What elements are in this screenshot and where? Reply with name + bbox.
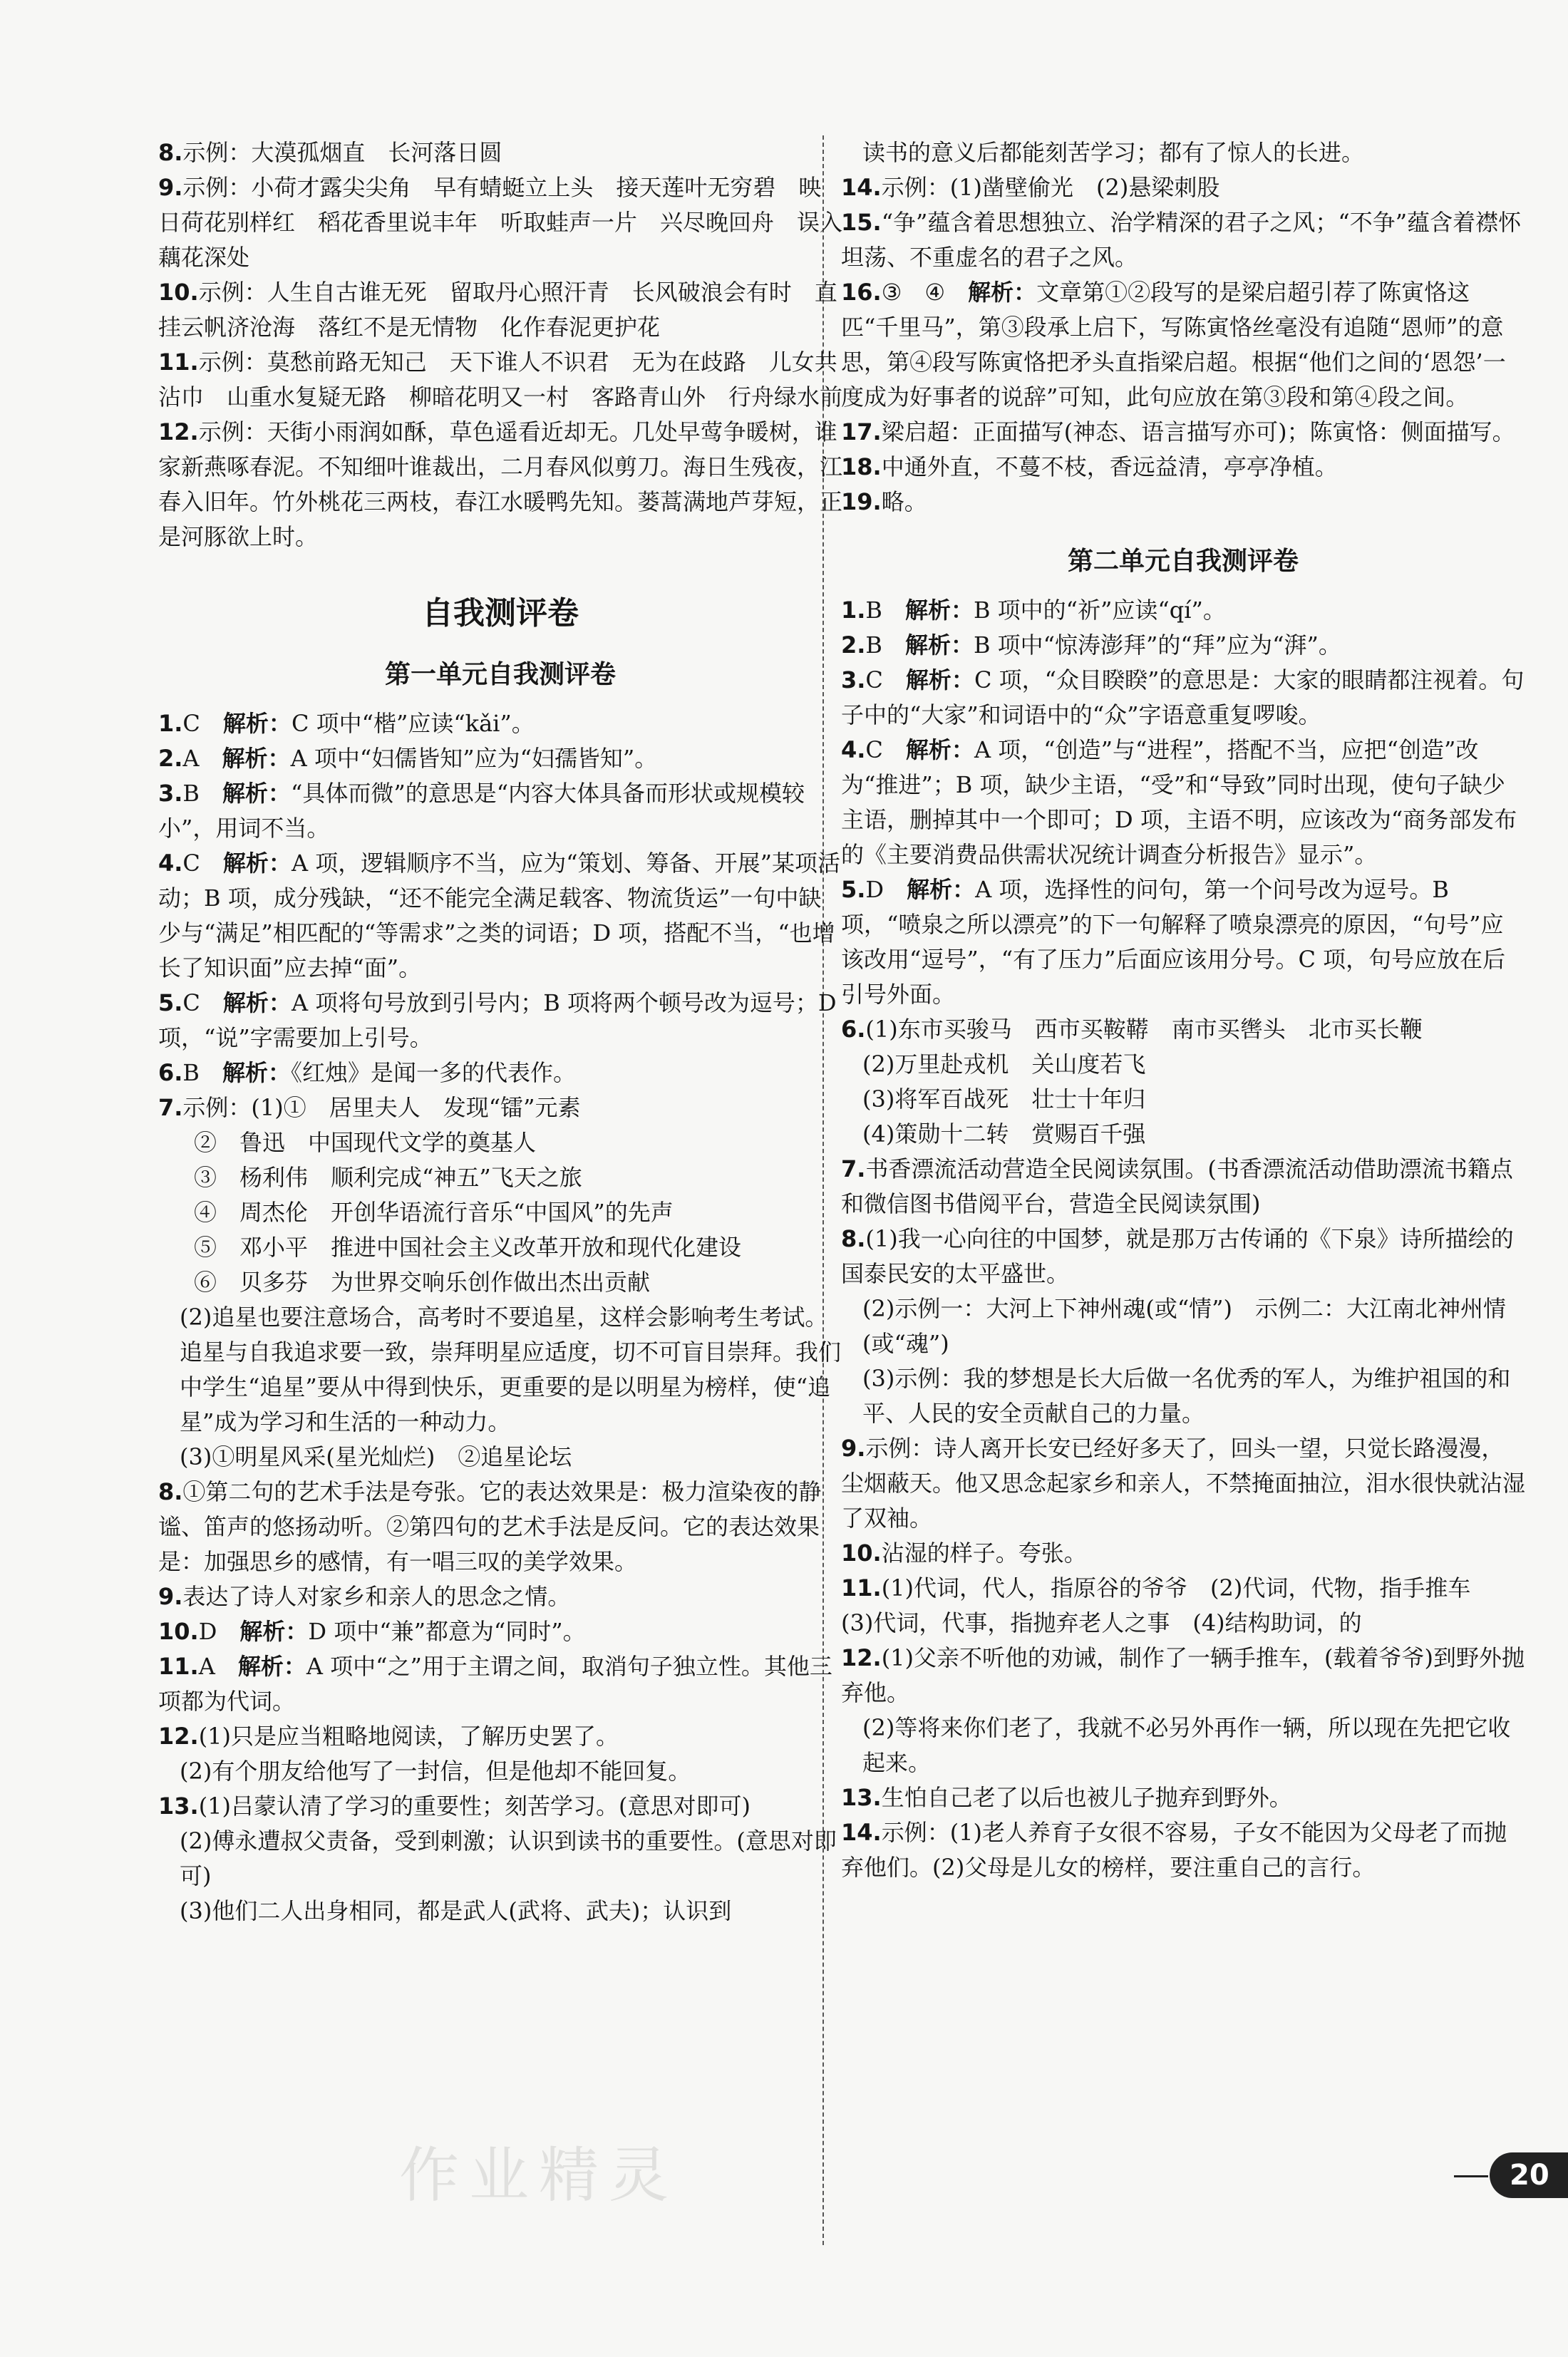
answer-item: 4.C 解析：A 项，逻辑顺序不当，应为“策划、筹备、开展”某项活动；B 项，成分残缺，“还不能完全满足载客、物流货运”一句中缺少与“满足”相匹配的“等需求”之类的词语；D 项，搭配不当，“也增长了知识面”应去掉“面”。: [158, 850, 840, 981]
answer-item: 8.(1)我一心向往的中国梦，就是那万古传诵的《下泉》诗所描绘的国泰民安的太平盛世。: [841, 1225, 1514, 1287]
answer-item: 14.示例：(1)凿壁偷光 (2)悬梁刺股: [841, 174, 1220, 201]
page-number: 20: [1490, 2152, 1568, 2198]
answer-item: 11.示例：莫愁前路无知己 天下谁人不识君 无为在歧路 儿女共沾巾 山重水复疑无路 柳暗花明又一村 客路青山外 行舟绿水前: [158, 349, 843, 411]
answer-item: 3.C 解析：C 项，“众目睽睽”的意思是：大家的眼睛都注视着。句子中的“大家”和词语中的“众”字语意重复啰唆。: [841, 666, 1525, 728]
answer-item: 1.C 解析：C 项中“楷”应读“kǎi”。: [158, 710, 535, 737]
answer-item: 4.C 解析：A 项，“创造”与“进程”，搭配不当，应把“创造”改为“推进”；B 项，缺少主语，“受”和“导致”同时出现，使句子缺少主语，删掉其中一个即可；D 项，主语不明，应该改为“商务部发布的《主要消费品供需状况统计调查分析报告》显示”。: [841, 736, 1517, 868]
answer-subline: (2)傅永遭叔父责备，受到刺激；认识到读书的重要性。(意思对即可): [180, 1827, 837, 1889]
answer-item: 5.C 解析：A 项将句号放到引号内；B 项将两个顿号改为逗号；D 项，“说”字需要加上引号。: [158, 989, 837, 1051]
answer-item: 2.B 解析：B 项中“惊涛澎拜”的“拜”应为“湃”。: [841, 631, 1341, 659]
answer-item: 7.书香漂流活动营造全民阅读氛围。(书香漂流活动借助漂流书籍点和微信图书借阅平台，营造全民阅读氛围): [841, 1155, 1513, 1217]
answer-item: 17.梁启超：正面描写(神态、语言描写亦可)；陈寅恪：侧面描写。: [841, 418, 1515, 445]
answer-subline: (3)将军百战死 壮士十年归: [862, 1085, 1146, 1113]
answer-subline: ④ 周杰伦 开创华语流行音乐“中国风”的先声: [194, 1199, 674, 1226]
answer-item: 3.B 解析：“具体而微”的意思是“内容大体具备而形状或规模较小”，用词不当。: [158, 780, 805, 842]
answer-item: 8.示例：大漠孤烟直 长河落日圆: [158, 139, 502, 166]
unit2-heading: 第二单元自我测评卷: [1067, 547, 1299, 576]
answer-item: 16.③ ④ 解析：文章第①②段写的是梁启超引荐了陈寅恪这匹“千里马”，第③段承上启下，写陈寅恪丝毫没有追随“恩师”的意思，第④段写陈寅恪把矛头直指梁启超。根据“他们之间的‘恩怨’一度成为好事者的说辞”可知，此句应放在第③段和第④段之间。: [841, 279, 1506, 411]
answer-item: 14.示例：(1)老人养育子女很不容易，子女不能因为父母老了而抛弃他们。(2)父母是儿女的榜样，要注重自己的言行。: [841, 1819, 1507, 1881]
left-column: [158, 135, 842, 1929]
answer-item: 11.A 解析：A 项中“之”用于主谓之间，取消句子独立性。其他三项都为代词。: [158, 1653, 832, 1715]
answer-subline: (4)策勋十二转 赏赐百千强: [862, 1120, 1146, 1147]
page-number-dash: [1454, 2175, 1488, 2177]
answer-item: 19.略。: [841, 488, 927, 515]
answer-item: 2.A 解析：A 项中“妇儒皆知”应为“妇孺皆知”。: [158, 745, 658, 772]
answer-item: 6.B 解析：《红烛》是闻一多的代表作。: [158, 1059, 576, 1086]
answer-item: 13.生怕自己老了以后也被儿子抛弃到野外。: [841, 1784, 1292, 1811]
answer-item: 9.表达了诗人对家乡和亲人的思念之情。: [158, 1583, 571, 1610]
answer-item: 9.示例：诗人离开长安已经好多天了，回头一望，只觉长路漫漫，尘烟蔽天。他又思念起家乡和亲人，不禁掩面抽泣，泪水很快就沾湿了双袖。: [841, 1435, 1526, 1532]
answer-item: 10.沾湿的样子。夸张。: [841, 1539, 1087, 1567]
answer-item: 1.B 解析：B 项中的“祈”应读“qí”。: [841, 597, 1226, 624]
answer-subline: (2)万里赴戎机 关山度若飞: [862, 1051, 1146, 1078]
answer-item: 10.D 解析：D 项中“兼”都意为“同时”。: [158, 1618, 586, 1645]
answer-item: 7.示例：(1)① 居里夫人 发现“镭”元素: [158, 1094, 581, 1121]
answer-item: 10.示例：人生自古谁无死 留取丹心照汗青 长风破浪会有时 直挂云帆济沧海 落红不是无情物 化作春泥更护花: [158, 279, 837, 341]
watermark-text: 作业精灵: [399, 2140, 679, 2210]
answer-subline: ② 鲁迅 中国现代文学的奠基人: [194, 1129, 537, 1156]
unit1-heading: 第一单元自我测评卷: [384, 660, 616, 689]
answer-subline: (3)示例：我的梦想是长大后做一名优秀的军人，为维护祖国的和平、人民的安全贡献自己的力量。: [862, 1365, 1511, 1427]
answer-subline: (2)有个朋友给他写了一封信，但是他却不能回复。: [180, 1758, 691, 1785]
answer-subline: (2)追星也要注意场合，高考时不要追星，这样会影响考生考试。追星与自我追求要一致，崇拜明星应适度，切不可盲目崇拜。我们中学生“追星”要从中得到快乐，更重要的是以明星为榜样，使“追星”成为学习和生活的一种动力。: [180, 1304, 842, 1435]
answer-continuation: 读书的意义后都能刻苦学习；都有了惊人的长进。: [862, 139, 1365, 166]
right-column: [841, 135, 1525, 1885]
main-heading: 自我测评卷: [422, 595, 579, 631]
answer-item: 8.①第二句的艺术手法是夸张。它的表达效果是：极力渲染夜的静谧、笛声的悠扬动听。②第四句的艺术手法是反问。它的表达效果是：加强思乡的感情，有一唱三叹的美学效果。: [158, 1478, 822, 1575]
answer-item: 5.D 解析：A 项，选择性的问句，第一个问号改为逗号。B 项，“喷泉之所以漂亮”的下一句解释了喷泉漂亮的原因，“句号”应该改用“逗号”，“有了压力”后面应该用分号。C 项，句号应放在后引号外面。: [841, 876, 1506, 1008]
answer-subline: (2)等将来你们老了，我就不必另外再作一辆，所以现在先把它收起来。: [862, 1714, 1511, 1776]
answer-subline: ⑤ 邓小平 推进中国社会主义改革开放和现代化建设: [194, 1234, 742, 1261]
answer-subline: ③ 杨利伟 顺利完成“神五”飞天之旅: [194, 1164, 582, 1191]
answer-item: 12.示例：天街小雨润如酥，草色遥看近却无。几处早莺争暖树，谁家新燕啄春泥。不知细叶谁裁出，二月春风似剪刀。海日生残夜，江春入旧年。竹外桃花三两枝，春江水暖鸭先知。蒌蒿满地芦芽短，正是河豚欲上时。: [158, 418, 843, 550]
answer-item: 9.示例：小荷才露尖尖角 早有蜻蜓立上头 接天莲叶无穷碧 映日荷花别样红 稻花香里说丰年 听取蛙声一片 兴尽晚回舟 误入藕花深处: [158, 174, 843, 271]
answer-subline: (3)①明星风采(星光灿烂) ②追星论坛: [180, 1443, 572, 1470]
answer-subline: ⑥ 贝多芬 为世界交响乐创作做出杰出贡献: [194, 1269, 651, 1296]
answer-subline: (3)他们二人出身相同，都是武人(武将、武夫)；认识到: [180, 1897, 732, 1924]
answer-item: 13.(1)吕蒙认清了学习的重要性；刻苦学习。(意思对即可): [158, 1793, 751, 1820]
answer-item: 12.(1)父亲不听他的劝诫，制作了一辆手推车，(载着爷爷)到野外抛弃他。: [841, 1644, 1525, 1706]
answer-item: 6.(1)东市买骏马 西市买鞍鞯 南市买辔头 北市买长鞭: [841, 1016, 1423, 1043]
answer-item: 15.“争”蕴含着思想独立、治学精深的君子之风；“不争”蕴含着襟怀坦荡、不重虚名的君子之风。: [841, 209, 1522, 271]
answer-item: 11.(1)代词，代人，指原谷的爷爷 (2)代词，代物，指手推车 (3)代词，代事，指抛弃老人之事 (4)结构助词，的: [841, 1574, 1494, 1636]
answer-item: 18.中通外直，不蔓不枝，香远益清，亭亭净植。: [841, 453, 1338, 480]
answer-item: 12.(1)只是应当粗略地阅读，了解历史罢了。: [158, 1723, 619, 1750]
answer-subline: (2)示例一：大河上下神州魂(或“情”) 示例二：大江南北神州情(或“魂”): [862, 1295, 1507, 1357]
